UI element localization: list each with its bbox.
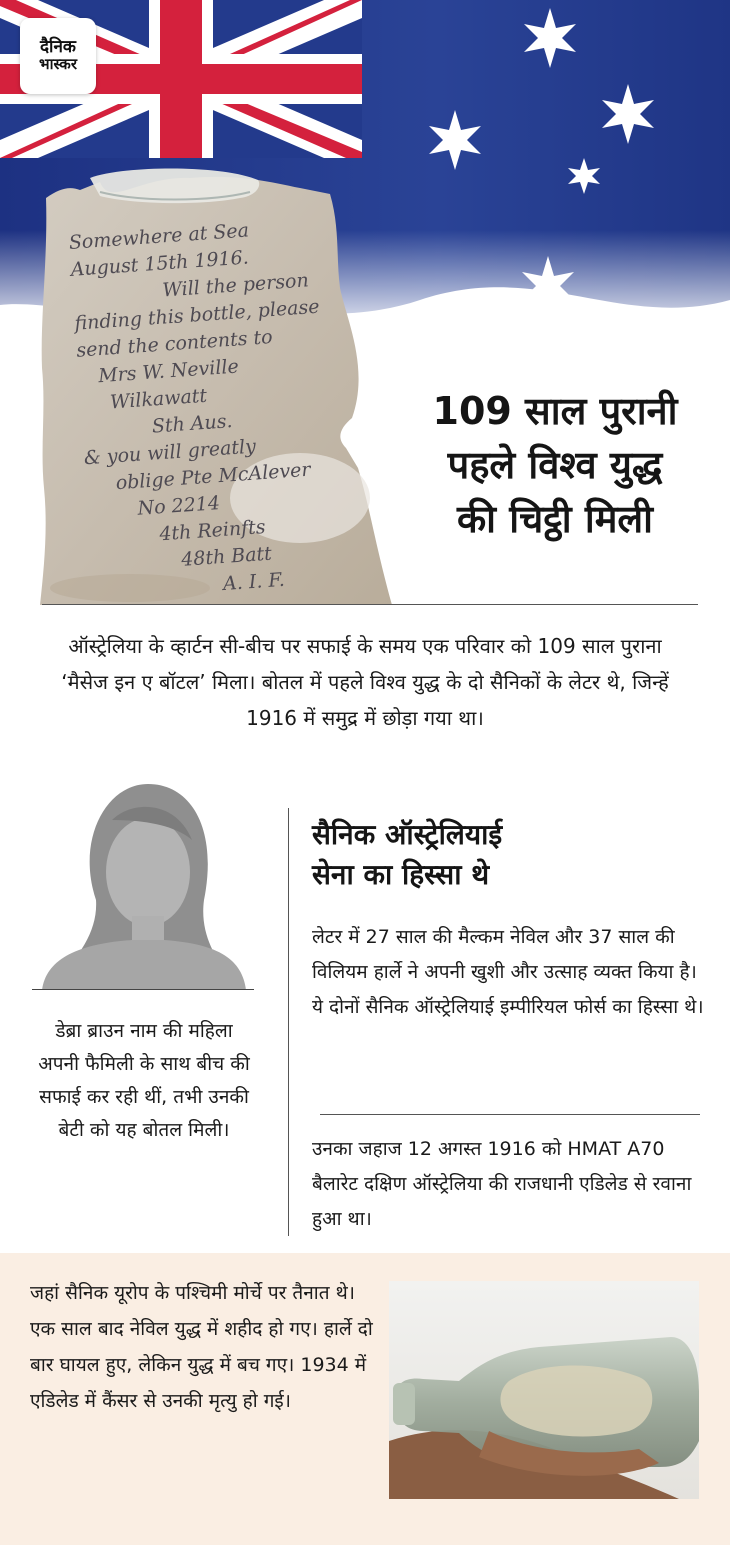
bottom-paragraph: जहां सैनिक यूरोप के पश्चिमी मोर्चे पर तैनात थे। एक साल बाद नेविल युद्ध में शहीद हो गए। हार्ले दो बार घायल हुए, लेकिन युद्ध में बच गए। 1934 में एडिलेड में कैंसर से उनकी मृत्यु हो गई। [30, 1282, 373, 1412]
letter-line: Somewhere at Sea [68, 219, 250, 254]
headline-line: पहले विश्व युद्ध [447, 443, 663, 487]
profile-caption: डेब्रा ब्राउन नाम की महिला अपनी फैमिली के साथ बीच की सफाई कर रही थीं, तभी उनकी बेटी को यह बोतल मिली। [38, 1020, 250, 1141]
letter-line: A. I. F. [222, 568, 286, 596]
letter-line: 4th Reinfts [158, 515, 267, 546]
section-title-line: सैनिक ऑस्ट्रेलियाई [312, 818, 503, 851]
section-title [312, 815, 712, 895]
headline [400, 384, 710, 546]
woman-silhouette-icon [36, 780, 248, 990]
headline-line: की चिट्ठी मिली [456, 497, 654, 541]
letter-line: & you will greatly [83, 435, 257, 470]
headline-line: 109 साल पुरानी [432, 389, 678, 433]
letter-handwriting [68, 209, 394, 605]
divider [32, 989, 254, 990]
letter-line: Wilkawatt [109, 384, 208, 414]
letter-line: finding this bottle, please [73, 295, 321, 335]
bottom-panel [0, 1253, 730, 1545]
divider [320, 1114, 700, 1115]
section-title-line: सेना का हिस्सा थे [312, 858, 490, 891]
section-paragraph-1: लेटर में 27 साल की मैल्कम नेविल और 37 साल की विलियम हार्ले ने अपनी खुशी और उत्साह व्यक्त किया है। ये दोनों सैनिक ऑस्ट्रेलियाई इम्पीरियल फोर्स का हिस्सा थे। [312, 926, 704, 1018]
letter-line: Mrs W. Neville [97, 355, 240, 388]
letter-line: No 2214 [136, 492, 221, 520]
divider [42, 604, 698, 605]
letter-line: Sth Aus. [151, 410, 234, 438]
letter-line: oblige Pte McAlever [115, 458, 312, 495]
logo-line-1: दैनिक [40, 37, 76, 58]
letter-line: August 15th 1916. [70, 246, 250, 281]
letter-line: 48th Batt [180, 542, 273, 571]
intro-paragraph: ऑस्ट्रेलिया के व्हार्टन सी-बीच पर सफाई के समय एक परिवार को 109 साल पुराना ‘मैसेज इन ए बॉटल’ मिला। बोतल में पहले विश्व युद्ध के दो सैनिकों के लेटर थे, जिन्हें 1916 में समुद्र में छोड़ा गया था। [61, 634, 669, 730]
hero-banner [0, 0, 730, 605]
vertical-divider [288, 808, 289, 1236]
letter-line: Will the person [161, 269, 310, 302]
letter-line: send the contents to [75, 326, 274, 362]
old-letter-image [40, 168, 392, 605]
dainik-bhaskar-logo [20, 18, 96, 94]
logo-line-2: भास्कर [39, 55, 77, 74]
bottle-photo [389, 1281, 699, 1499]
section-paragraph-2: उनका जहाज 12 अगस्त 1916 को HMAT A70 बैलारेट दक्षिण ऑस्ट्रेलिया की राजधानी एडिलेड से रवाना हुआ था। [312, 1138, 692, 1230]
